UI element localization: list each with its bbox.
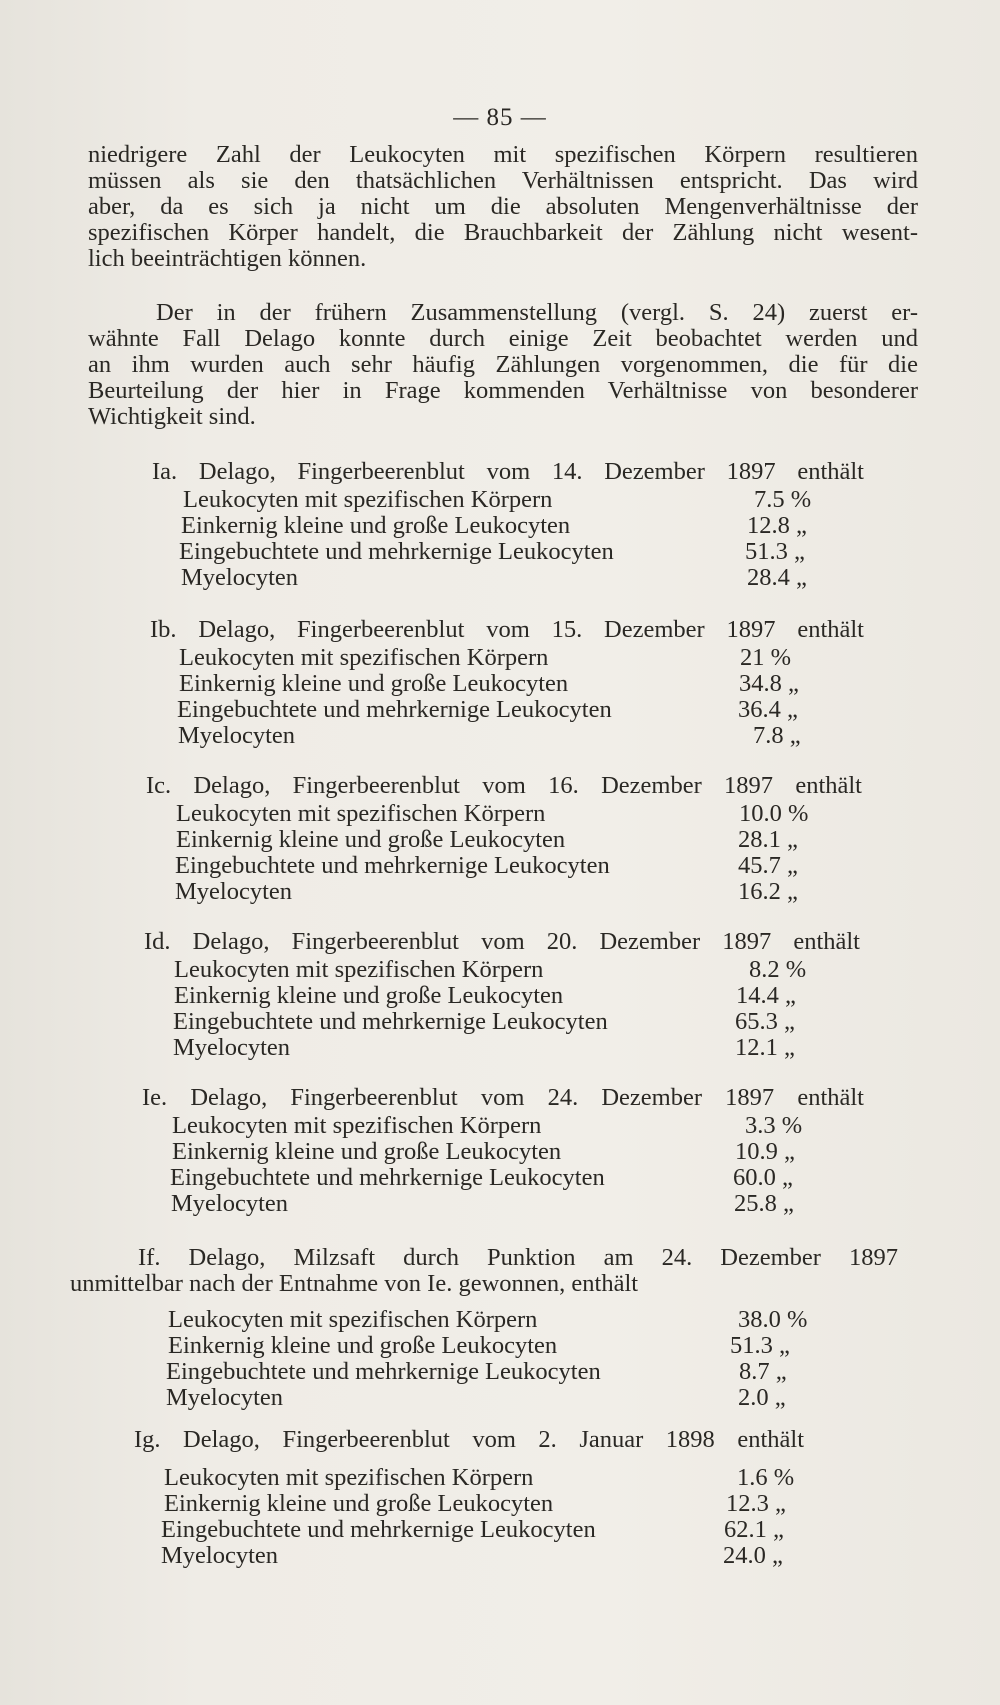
paragraph-line: lich beeinträchtigen können. (88, 245, 367, 272)
table-row (179, 538, 805, 565)
paragraph-line: Der in der frühern Zusammenstellung (vergl. S. 24) zuerst er- (156, 299, 918, 326)
row-value: 34.8 „ (739, 670, 799, 697)
table-row (161, 1542, 781, 1568)
entry-heading-continued: unmittelbar nach der Entnahme von Ie. gewonnen, enthält (70, 1270, 639, 1297)
paragraph-line: an ihm wurden auch sehr häufig Zählungen vorgenommen, die für die (88, 351, 918, 378)
paragraph-line: spezifischen Körper handelt, die Brauchbarkeit der Zählung nicht wesent- (88, 219, 918, 246)
row-label: Leukocyten mit spezifischen Körpern (183, 486, 553, 513)
row-value: 8.7 „ (739, 1358, 787, 1385)
row-label: Eingebuchtete und mehrkernige Leukocyten (173, 1008, 608, 1035)
row-label: Myelocyten (161, 1542, 279, 1569)
table-row (176, 826, 796, 852)
paragraph-line: Wichtigkeit sind. (88, 403, 256, 430)
row-label: Einkernig kleine und große Leukocyten (168, 1332, 558, 1359)
row-value: 28.1 „ (738, 826, 798, 853)
row-label: Myelocyten (166, 1384, 284, 1411)
row-label: Myelocyten (178, 722, 296, 749)
row-value: 10.0 % (739, 800, 809, 827)
row-value: 65.3 „ (735, 1008, 795, 1035)
table-row (175, 878, 798, 905)
row-value: 10.9 „ (735, 1138, 795, 1165)
entry-heading: Ia. Delago, Fingerbeerenblut vom 14. Dezember 1897 enthält (152, 458, 864, 485)
row-value: 28.4 „ (747, 564, 807, 591)
row-value: 3.3 % (745, 1112, 803, 1139)
row-value: 7.8 „ (753, 722, 801, 749)
entry-heading: Ic. Delago, Fingerbeerenblut vom 16. Dezember 1897 enthält (146, 772, 862, 799)
paragraph-line: wähnte Fall Delago konnte durch einige Zeit beobachtet werden und (88, 325, 918, 352)
table-row (164, 1490, 784, 1516)
row-value: 62.1 „ (724, 1516, 784, 1543)
table-row (174, 956, 807, 983)
row-value: 12.8 „ (747, 512, 807, 539)
row-label: Myelocyten (181, 564, 299, 591)
entry-heading: Ib. Delago, Fingerbeerenblut vom 15. Dezember 1897 enthält (150, 616, 864, 643)
row-label: Einkernig kleine und große Leukocyten (176, 826, 566, 853)
row-label: Eingebuchtete und mehrkernige Leukocyten (179, 538, 614, 565)
row-label: Einkernig kleine und große Leukocyten (164, 1490, 554, 1517)
row-value: 38.0 % (738, 1306, 808, 1333)
row-value: 7.5 % (754, 486, 812, 513)
row-value: 12.1 „ (735, 1034, 795, 1061)
paragraph-line: niedrigere Zahl der Leukocyten mit spezifischen Körpern resultieren (88, 141, 918, 168)
table-row (178, 722, 801, 749)
table-row (164, 1464, 795, 1491)
table-row (174, 982, 794, 1008)
table-row (170, 1164, 793, 1191)
row-label: Myelocyten (173, 1034, 291, 1061)
row-label: Eingebuchtete und mehrkernige Leukocyten (175, 852, 610, 879)
row-label: Leukocyten mit spezifischen Körpern (176, 800, 546, 827)
row-label: Einkernig kleine und große Leukocyten (181, 512, 571, 539)
row-label: Eingebuchtete und mehrkernige Leukocyten (170, 1164, 605, 1191)
row-label: Leukocyten mit spezifischen Körpern (172, 1112, 542, 1139)
paragraph-2 (88, 300, 918, 430)
row-value: 24.0 „ (723, 1542, 783, 1569)
row-value: 60.0 „ (733, 1164, 793, 1191)
row-value: 2.0 „ (738, 1384, 786, 1411)
table-row (179, 644, 799, 670)
row-value: 45.7 „ (738, 852, 798, 879)
row-label: Eingebuchtete und mehrkernige Leukocyten (166, 1358, 601, 1385)
row-value: 12.3 „ (726, 1490, 786, 1517)
table-row (166, 1384, 786, 1410)
row-label: Einkernig kleine und große Leukocyten (179, 670, 569, 697)
row-label: Eingebuchtete und mehrkernige Leukocyten (161, 1516, 596, 1543)
row-label: Leukocyten mit spezifischen Körpern (179, 644, 549, 671)
row-value: 8.2 % (749, 956, 807, 983)
table-row (181, 512, 807, 539)
table-row (177, 696, 797, 722)
row-label: Myelocyten (175, 878, 293, 905)
entry-heading: If. Delago, Milzsaft durch Punktion am 24. Dezember 1897 (138, 1244, 898, 1271)
row-value: 1.6 % (737, 1464, 795, 1491)
table-row (176, 800, 809, 827)
table-row (175, 852, 798, 879)
row-value: 36.4 „ (738, 696, 798, 723)
table-row (181, 564, 807, 591)
table-row (173, 1034, 793, 1060)
table-row (183, 486, 812, 513)
table-row (172, 1112, 803, 1139)
table-row (168, 1306, 808, 1333)
row-value: 25.8 „ (734, 1190, 794, 1217)
table-row (166, 1358, 786, 1384)
entry-heading: Ie. Delago, Fingerbeerenblut vom 24. Dezember 1897 enthält (142, 1084, 864, 1111)
row-label: Leukocyten mit spezifischen Körpern (168, 1306, 538, 1333)
table-row (173, 1008, 793, 1034)
row-label: Myelocyten (171, 1190, 289, 1217)
paragraph-line: aber, da es sich ja nicht um die absoluten Mengenverhältnisse der (88, 193, 918, 220)
row-value: 51.3 „ (745, 538, 805, 565)
table-row (161, 1516, 784, 1543)
table-row (171, 1190, 794, 1217)
paragraph-line: Beurteilung der hier in Frage kommenden Verhältnisse von besonderer (88, 377, 918, 404)
row-value: 21 % (740, 644, 792, 671)
row-value: 51.3 „ (730, 1332, 790, 1359)
page-number: — 85 — (453, 104, 547, 131)
row-label: Eingebuchtete und mehrkernige Leukocyten (177, 696, 612, 723)
row-label: Leukocyten mit spezifischen Körpern (174, 956, 544, 983)
paragraph-1 (88, 142, 918, 272)
row-label: Leukocyten mit spezifischen Körpern (164, 1464, 534, 1491)
paragraph-line: müssen als sie den thatsächlichen Verhältnissen entspricht. Das wird (88, 167, 918, 194)
row-label: Einkernig kleine und große Leukocyten (174, 982, 564, 1009)
table-row (179, 670, 799, 696)
table-row (168, 1332, 788, 1358)
entry-heading: Id. Delago, Fingerbeerenblut vom 20. Dezember 1897 enthält (144, 928, 860, 955)
row-value: 14.4 „ (736, 982, 796, 1009)
table-row (172, 1138, 795, 1165)
entry-heading: Ig. Delago, Fingerbeerenblut vom 2. Januar 1898 enthält (134, 1426, 804, 1453)
row-value: 16.2 „ (738, 878, 798, 905)
row-label: Einkernig kleine und große Leukocyten (172, 1138, 562, 1165)
